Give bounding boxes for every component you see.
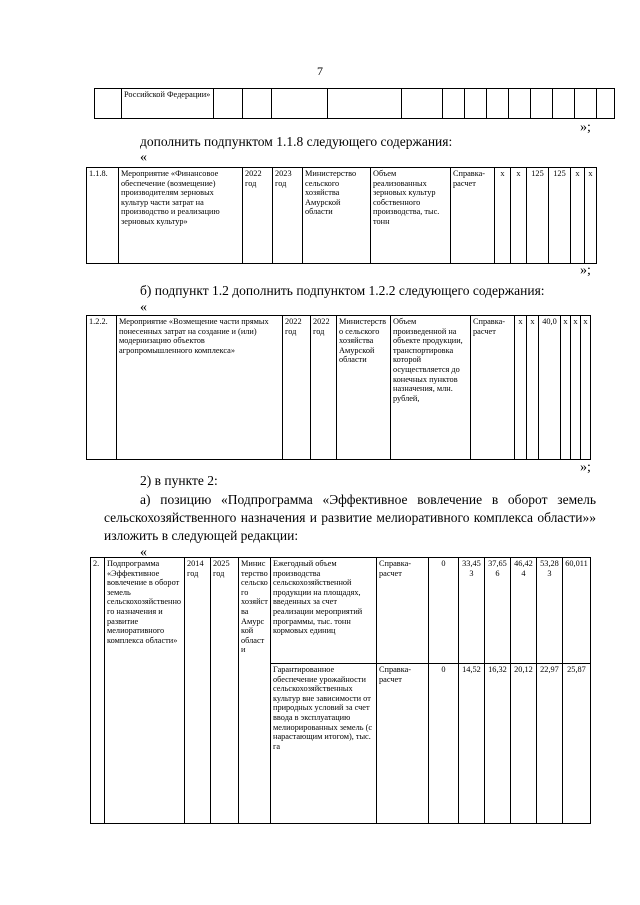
value-cell: х bbox=[495, 168, 511, 264]
cell bbox=[531, 89, 553, 119]
end-mark: »; bbox=[580, 460, 591, 475]
source: Справка-расчет bbox=[377, 558, 429, 664]
row-number: 1.1.8. bbox=[87, 168, 119, 264]
cell bbox=[328, 89, 402, 119]
program-name: Подпрограмма «Эффективное вовлечение в оборот земель сельскохозяйственного назначения и развитие мелиоративного комплекса области» bbox=[105, 558, 185, 824]
source: Справка-расчет bbox=[451, 168, 495, 264]
cell bbox=[243, 89, 272, 119]
value-cell: 0 bbox=[429, 558, 459, 664]
value-cell: 125 bbox=[549, 168, 571, 264]
cell bbox=[487, 89, 509, 119]
year-end: 2022 год bbox=[311, 316, 337, 460]
value-cell: 46,424 bbox=[511, 558, 537, 664]
row-number: 2. bbox=[91, 558, 105, 824]
executor: Министерство сельского хозяйства Амурской области bbox=[337, 316, 391, 460]
quote-open: « bbox=[140, 545, 147, 560]
value-cell: х bbox=[511, 168, 527, 264]
indicator: Ежегодный объем производства сельскохозяйственной продукции на площадях, введенных за счет реализации мероприятий программы, тыс. тонн кормовых единиц bbox=[271, 558, 377, 664]
year-start: 2014 год bbox=[185, 558, 211, 824]
value-cell: 14,52 bbox=[459, 664, 485, 824]
paragraph-1: дополнить подпунктом 1.1.8 следующего содержания: bbox=[140, 134, 453, 149]
quote-open: « bbox=[140, 300, 147, 315]
cell bbox=[553, 89, 575, 119]
end-mark: »; bbox=[580, 263, 591, 278]
event-name: Мероприятие «Возмещение части прямых понесенных затрат на создание и (или) модернизацию объектов агропромышленного комплекса» bbox=[117, 316, 283, 460]
cell bbox=[597, 89, 615, 119]
value-cell: 22,97 bbox=[537, 664, 563, 824]
value-cell: 0 bbox=[429, 664, 459, 824]
cell bbox=[95, 89, 122, 119]
cell bbox=[443, 89, 465, 119]
cell bbox=[214, 89, 243, 119]
source: Справка-расчет bbox=[377, 664, 429, 824]
cell bbox=[402, 89, 443, 119]
value-cell: х bbox=[581, 316, 591, 460]
executor: Министерство сельского хозяйства Амурской области bbox=[239, 558, 271, 824]
indicator: Объем произведенной на объекте продукции, транспортировка которой осуществляется до конечных пунктов назначения, млн. рублей, bbox=[391, 316, 471, 460]
row-number: 1.2.2. bbox=[87, 316, 117, 460]
value-cell: 125 bbox=[527, 168, 549, 264]
value-cell: х bbox=[571, 168, 585, 264]
value-cell: 16,32 bbox=[485, 664, 511, 824]
quote-open: « bbox=[140, 150, 147, 165]
indicator: Гарантированное обеспечение урожайности сельскохозяйственных культур вне зависимости от природных условий за счет ввода в эксплуатацию мелиорированных земель (с нарастающим итогом), тыс. га bbox=[271, 664, 377, 824]
event-name: Мероприятие «Финансовое обеспечение (возмещение) производителям зерновых культур части затрат на производство и реализацию зерновых культур» bbox=[119, 168, 243, 264]
table-continuation bbox=[94, 88, 615, 119]
paragraph-2: 2) в пункте 2: bbox=[140, 473, 218, 488]
value-cell: 60,011 bbox=[563, 558, 591, 664]
value-cell: х bbox=[585, 168, 597, 264]
indicator: Объем реализованных зерновых культур собственного производства, тыс. тонн bbox=[371, 168, 451, 264]
value-cell: 53,283 bbox=[537, 558, 563, 664]
cell bbox=[272, 89, 328, 119]
value-cell: х bbox=[571, 316, 581, 460]
cell bbox=[465, 89, 487, 119]
value-cell: 33,453 bbox=[459, 558, 485, 664]
page-number: 7 bbox=[317, 64, 323, 78]
value-cell: х bbox=[515, 316, 527, 460]
value-cell: 40,0 bbox=[539, 316, 561, 460]
value-cell: 37,656 bbox=[485, 558, 511, 664]
year-end: 2023 год bbox=[273, 168, 303, 264]
table-1-2-2 bbox=[86, 315, 591, 460]
year-start: 2022 год bbox=[283, 316, 311, 460]
cell bbox=[575, 89, 597, 119]
value-cell: х bbox=[561, 316, 571, 460]
end-mark: »; bbox=[580, 120, 591, 135]
paragraph-b: б) подпункт 1.2 дополнить подпунктом 1.2.2 следующего содержания: bbox=[140, 283, 545, 298]
year-end: 2025 год bbox=[211, 558, 239, 824]
value-cell: 25,87 bbox=[563, 664, 591, 824]
year-start: 2022 год bbox=[243, 168, 273, 264]
table-2 bbox=[90, 557, 591, 824]
table-1-1-8 bbox=[86, 167, 597, 264]
source: Справка-расчет bbox=[471, 316, 515, 460]
cell-text: Российской Федерации» bbox=[122, 89, 214, 119]
executor: Министерство сельского хозяйства Амурской области bbox=[303, 168, 371, 264]
cell bbox=[509, 89, 531, 119]
value-cell: х bbox=[527, 316, 539, 460]
value-cell: 20,12 bbox=[511, 664, 537, 824]
paragraph-a: а) позицию «Подпрограмма «Эффективное вовлечение в оборот земель сельскохозяйственного назначения и развитие мелиоративного комплекса области»» изложить в следующей редакции: bbox=[104, 492, 596, 543]
